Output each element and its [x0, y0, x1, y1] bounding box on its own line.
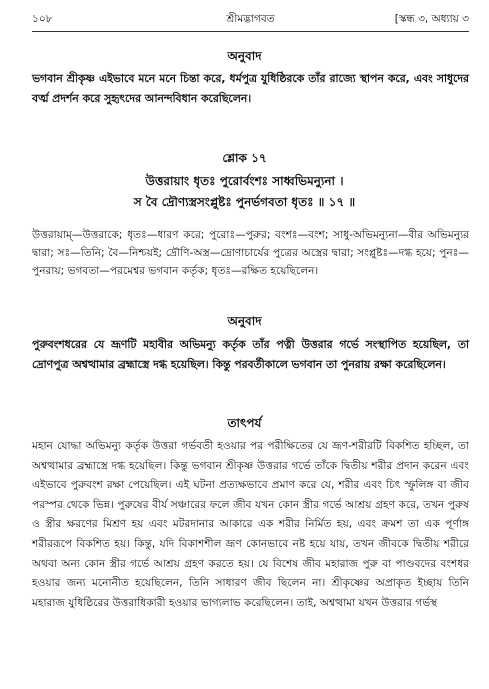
purport-text: মহান যোদ্ধা অভিমন্যু কর্তৃক উত্তরা গর্ভবতী হওয়ার পর পরীক্ষিতের যে ভ্রূণ-শরীরটি বিকশিত হচ্ছিল, তা অশ্বত্থামার ব্রহ্মাস্ত্রে দগ্ধ হয়েছিল। কিন্তু ভগবান শ্রীকৃষ্ণ উত্তরার গর্ভে তাঁকে দ্বিতীয় শরীর প্রদান করেন এবং এইভাবে পুরুবংশ রক্ষা পেয়েছিল। এই ঘটনা প্রত্যক্ষভাবে প্রমাণ করে যে, শরীর এবং চিৎ স্ফুলিঙ্গ বা জীব পরস্পর থেকে ভিন্ন। পুরুষের বীর্য সঞ্চারের ফলে জীব যখন কোন স্ত্রীর গর্ভে আশ্রয় গ্রহণ করে, তখন পুরুষ ও স্ত্রীর ক্ষরণের মিশ্রণ হয় এবং মটরদানার আকারে এক শরীর নির্মিত হয়, এবং ক্রমশ তা এক পূর্ণাঙ্গ শরীররূপে বিকশিত হয়। কিন্তু, যদি বিকাশশীল ভ্রূণ কোনভাবে নষ্ট হয়ে যায়, তখন জীবকে দ্বিতীয় শরীরে অথবা অন্য কোন স্ত্রীর গর্ভে আশ্রয় গ্রহণ করতে হয়। যে বিশেষ জীব মহারাজ পুরু বা পাণ্ডবদের বংশধর হওয়ার জন্য মনোনীত হয়েছিলেন, তিনি সাধারণ জীব ছিলেন না। শ্রীকৃষ্ণের অপ্রাকৃত ইচ্ছায় তিনি মহারাজ যুধিষ্ঠিরের উত্তরাধিকারী হওয়ার ভাগ্যলাভ করেছিলেন। তাই, অশ্বত্থামা যখন উত্তরার গর্ভস্থ [32, 440, 469, 609]
translation-heading-1: অনুবাদ [227, 49, 262, 63]
translation-text-1: ভগবান শ্রীকৃষ্ণ এইভাবে মনে মনে চিন্তা করে, ধর্মপুত্র যুধিষ্ঠিরকে তাঁর রাজ্যে স্থাপন করে, এবং সাধুদের বর্ত্ম প্রদর্শন করে সুহৃৎদের আনন্দবিধান করেছিলেন। [32, 72, 469, 105]
word-synonyms: উত্তরায়াম্—উত্তরাকে; ধৃতঃ—ধারণ করে; পুরোঃ—পুরুর; বংশঃ—বংশ; সাধু-অভিমন্যুনা—বীর অভিমন্যুর দ্বারা; সঃ—তিনি; বৈ—নিশ্চয়ই; দ্রৌণি-অস্ত্র—দ্রোণাচার্যের পুত্রের অস্ত্রের দ্বারা; সংপ্লুষ্টঃ—দগ্ধ হয়ে; পুনঃ—পুনরায়; ভগবতা—পরমেশ্বর ভগবান কর্তৃক; ধৃতঃ—রক্ষিত হয়েছিলেন। [32, 229, 469, 277]
header-rule [32, 31, 469, 32]
verse-label: শ্লোক ১৭ [222, 151, 267, 165]
verse-line-2: স বৈ দ্রৌণ্যস্ত্রসংপ্লুষ্টঃ পুনর্ভগবতা ধৃতঃ ॥ ১৭ ॥ [133, 195, 356, 209]
page-header [32, 12, 469, 30]
translation-heading-2: অনুবাদ [227, 314, 262, 328]
purport-heading: তাৎপর্য [227, 416, 262, 430]
chapter-reference: [স্কন্ধ ৩, অধ্যায় ৩ [394, 13, 469, 25]
page-number: ১০৮ [32, 13, 53, 25]
verse-line-1: উত্তরায়াং ধৃতঃ পুরোর্বংশঃ সাধ্বভিমন্যুনা । [145, 174, 344, 188]
book-title: শ্রীমদ্ভাগবত [226, 13, 275, 25]
translation-text-2: পুরুবংশধরের যে ভ্রূণটি মহাবীর অভিমন্যু কর্তৃক তাঁর পত্নী উত্তরার গর্ভে সংস্থাপিত হয়েছিল, তা দ্রোণপুত্র অশ্বত্থামার ব্রহ্মাস্ত্রে দগ্ধ হয়েছিল। কিন্তু পরবর্তীকালে ভগবান তা পুনরায় রক্ষা করেছিলেন। [32, 338, 469, 371]
